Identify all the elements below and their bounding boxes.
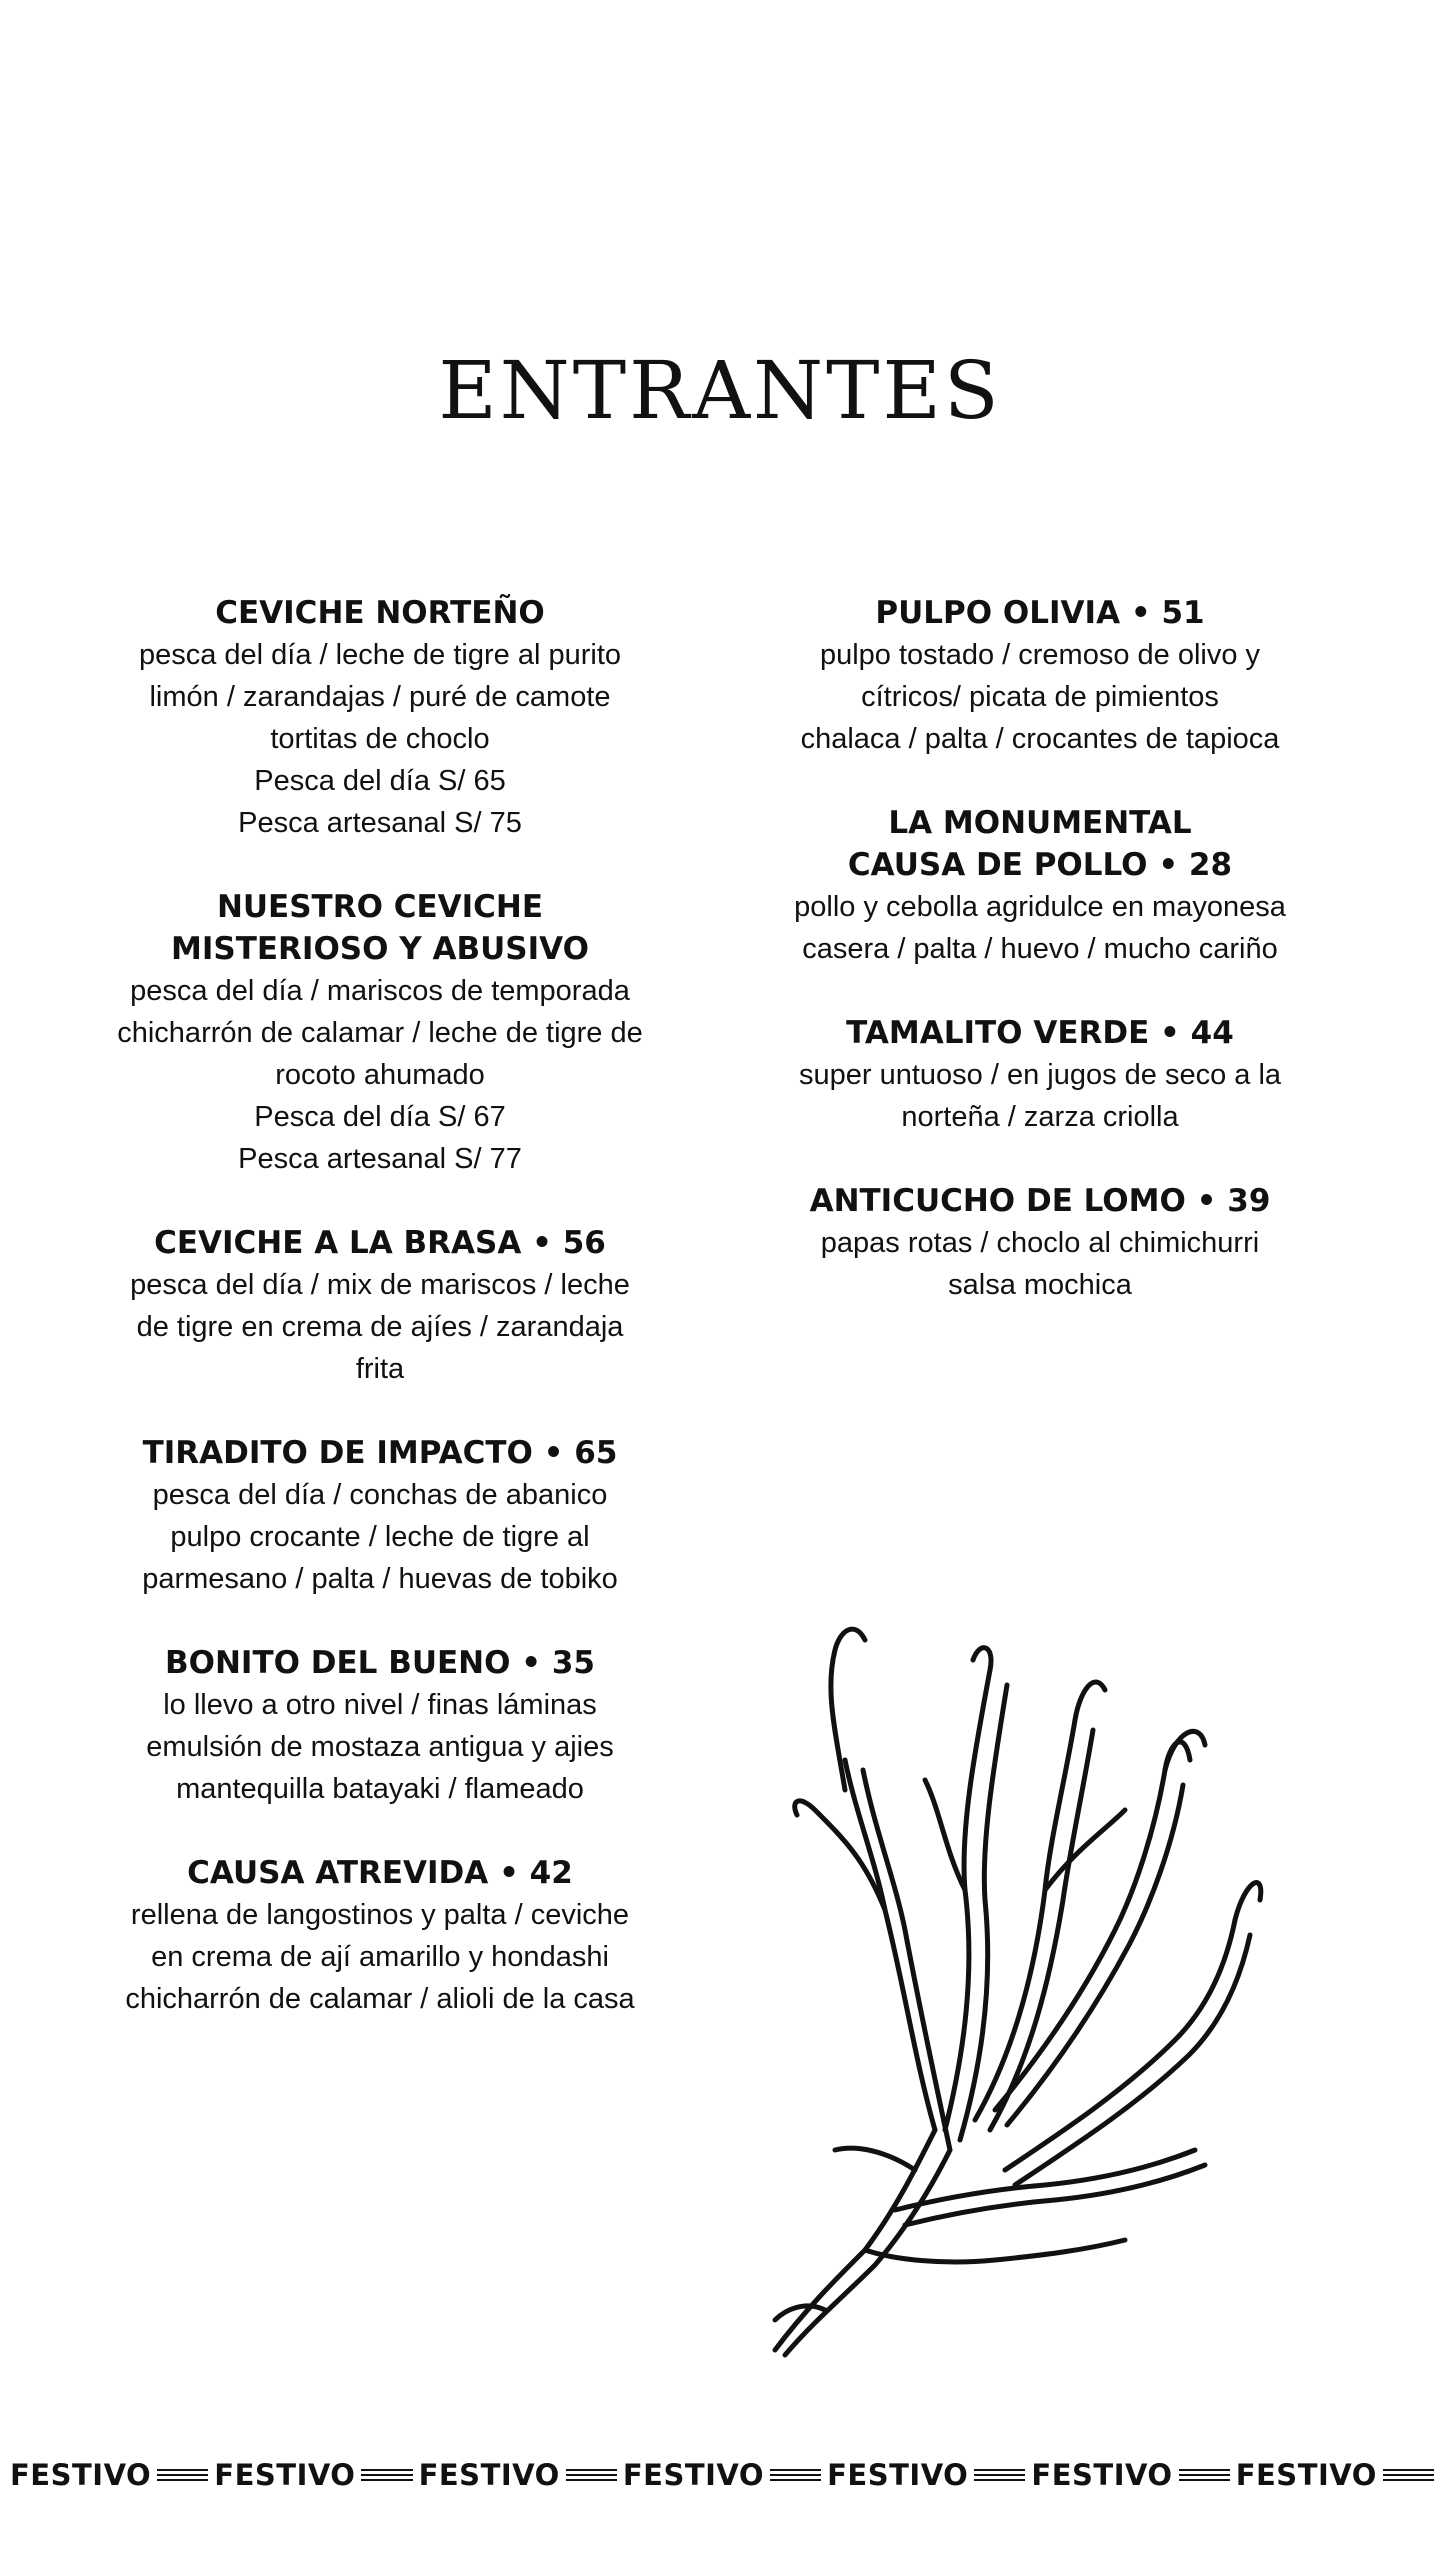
menu-item-description: Pesca del día S/ 67	[254, 1101, 506, 1133]
footer-divider-rule	[361, 2469, 412, 2481]
footer-word: FESTIVO	[827, 2458, 969, 2492]
page-title: ENTRANTES	[438, 343, 1002, 437]
menu-item-description: chicharrón de calamar / alioli de la casa	[125, 1983, 635, 2015]
menu-item-description: chicharrón de calamar / leche de tigre de	[117, 1017, 643, 1049]
menu-item-name: PULPO OLIVIA • 51	[875, 595, 1205, 631]
menu-item	[60, 1642, 700, 1810]
menu-item-description: pesca del día / leche de tigre al purito	[138, 639, 622, 671]
menu-item-description: pulpo tostado / cremoso de olivo y	[819, 639, 1261, 671]
footer-word: FESTIVO	[1031, 2458, 1173, 2492]
menu-item-name: LA MONUMENTAL	[888, 805, 1192, 841]
menu-item-description: rellena de langostinos y palta / ceviche	[130, 1899, 630, 1931]
footer-divider-rule	[1383, 2469, 1434, 2481]
footer-word: FESTIVO	[1235, 2458, 1377, 2492]
menu-item	[730, 1180, 1350, 1306]
menu-item-description: norteña / zarza criolla	[901, 1101, 1179, 1133]
menu-column-left	[60, 592, 700, 2062]
menu-item-description: emulsión de mostaza antigua y ajies	[146, 1731, 614, 1763]
menu-item-description: en crema de ají amarillo y hondashi	[151, 1941, 609, 1973]
footer-band	[0, 2450, 1440, 2500]
menu-column-right	[730, 592, 1350, 1348]
menu-item-description: mantequilla batayaki / flameado	[176, 1773, 584, 1805]
menu-item-description: limón / zarandajas / puré de camote	[149, 681, 611, 713]
footer-word: FESTIVO	[622, 2458, 765, 2492]
menu-item-description: frita	[355, 1353, 405, 1385]
menu-item	[730, 802, 1350, 970]
footer-divider-rule	[157, 2469, 208, 2481]
menu-item-description: salsa mochica	[948, 1269, 1132, 1301]
menu-item-description: pesca del día / mariscos de temporada	[130, 975, 630, 1007]
coral-illustration-icon	[745, 1610, 1265, 2370]
menu-item-description: pesca del día / mix de mariscos / leche	[130, 1269, 630, 1301]
menu-item-description: Pesca artesanal S/ 77	[238, 1143, 522, 1175]
menu-item-name: CEVICHE A LA BRASA • 56	[154, 1225, 606, 1261]
menu-item-description: lo llevo a otro nivel / finas láminas	[163, 1689, 597, 1721]
menu-item-description: parmesano / palta / huevas de tobiko	[142, 1563, 618, 1595]
footer-divider-rule	[1179, 2469, 1230, 2481]
menu-item-description: Pesca artesanal S/ 75	[238, 807, 522, 839]
menu-item	[60, 592, 700, 844]
menu-item-description: de tigre en crema de ajíes / zarandaja	[136, 1311, 624, 1343]
menu-item	[730, 1012, 1350, 1138]
menu-item	[60, 1222, 700, 1390]
menu-item	[730, 592, 1350, 760]
menu-item-description: casera / palta / huevo / mucho cariño	[802, 933, 1278, 965]
menu-item	[60, 886, 700, 1180]
menu-item-description: pesca del día / conchas de abanico	[152, 1479, 608, 1511]
menu-item-description: pulpo crocante / leche de tigre al	[170, 1521, 590, 1553]
footer-divider-rule	[566, 2469, 617, 2481]
menu-item-name: CAUSA DE POLLO • 28	[847, 847, 1233, 883]
menu-item	[60, 1852, 700, 2020]
menu-item-name: NUESTRO CEVICHE	[216, 889, 544, 925]
menu-item-description: pollo y cebolla agridulce en mayonesa	[794, 891, 1286, 923]
footer-divider-rule	[974, 2469, 1025, 2481]
menu-item-name: TIRADITO DE IMPACTO • 65	[142, 1435, 618, 1471]
footer-word: FESTIVO	[214, 2458, 356, 2492]
menu-item-name: CEVICHE NORTEÑO	[215, 595, 545, 631]
menu-item-name: BONITO DEL BUENO • 35	[164, 1645, 596, 1681]
menu-item-description: rocoto ahumado	[275, 1059, 485, 1091]
menu-item-name: CAUSA ATREVIDA • 42	[187, 1855, 573, 1891]
menu-item-name: TAMALITO VERDE • 44	[846, 1015, 1234, 1051]
menu-item-description: tortitas de choclo	[270, 723, 490, 755]
menu-item-description: cítricos/ picata de pimientos	[861, 681, 1219, 713]
footer-word: FESTIVO	[418, 2458, 560, 2492]
footer-word: FESTIVO	[10, 2458, 152, 2492]
menu-item-name: ANTICUCHO DE LOMO • 39	[809, 1183, 1271, 1219]
menu-item	[60, 1432, 700, 1600]
menu-item-description: papas rotas / choclo al chimichurri	[820, 1227, 1260, 1259]
menu-item-description: chalaca / palta / crocantes de tapioca	[800, 723, 1280, 755]
menu-item-description: Pesca del día S/ 65	[254, 765, 506, 797]
menu-item-name: MISTERIOSO Y ABUSIVO	[171, 931, 589, 967]
menu-item-description: super untuoso / en jugos de seco a la	[798, 1059, 1282, 1091]
footer-divider-rule	[770, 2469, 821, 2481]
